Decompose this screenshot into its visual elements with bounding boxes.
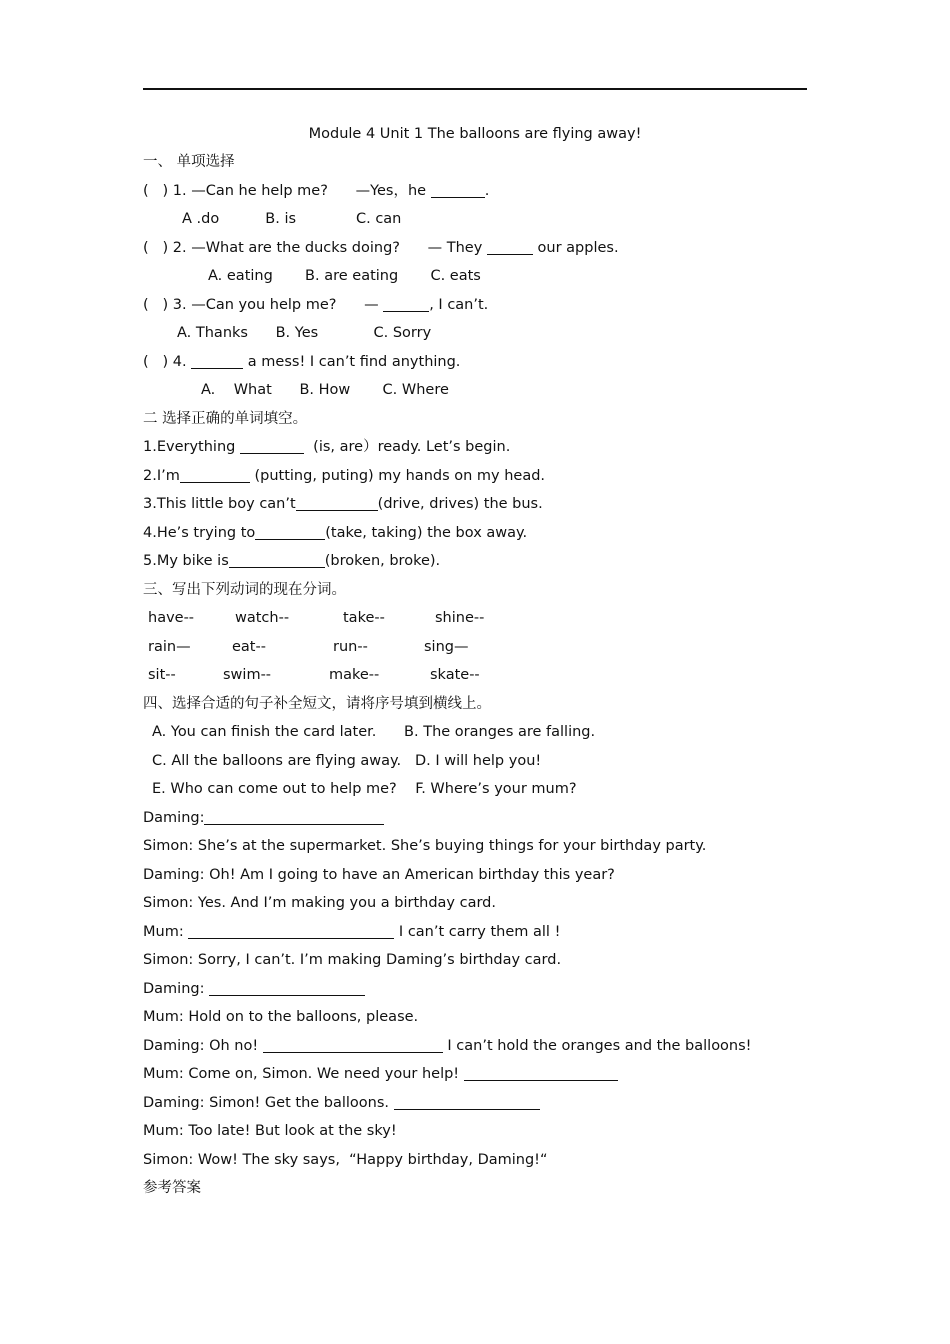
question-2-options: A. eating B. are eating C. eats [208, 268, 481, 284]
fill-item-text: 4.He’s trying to [143, 525, 256, 541]
fill-item-text: 1.Everything [143, 439, 240, 455]
verb-item: rain— [148, 639, 191, 655]
verb-item: run-- [333, 639, 368, 655]
fill-item-text: 3.This little boy can’t [143, 496, 296, 512]
verb-row-1 [143, 605, 743, 631]
question-4 [143, 349, 460, 375]
answer-blank[interactable] [191, 352, 243, 369]
fill-item-text: (putting, puting) my hands on my head. [249, 468, 546, 484]
fill-item-text: 2.I’m [143, 468, 180, 484]
question-3-stem: ( ) 3. —Can you help me? — [143, 297, 384, 313]
header-rule [143, 88, 807, 90]
answer-blank[interactable] [431, 181, 485, 198]
verb-item: skate-- [430, 667, 480, 683]
verb-item: eat-- [232, 639, 266, 655]
answer-blank[interactable] [229, 551, 325, 568]
fill-item-4 [143, 520, 527, 546]
fill-item-2 [143, 463, 545, 489]
section2-heading: 二 选择正确的单词填空。 [143, 411, 308, 427]
dialogue-line: Mum: Too late! But look at the sky! [143, 1123, 397, 1139]
sentence-option: E. Who can come out to help me? F. Where’s your mum? [152, 781, 577, 797]
dialogue-line [143, 1090, 540, 1116]
answer-blank[interactable] [296, 494, 378, 511]
verb-item: swim-- [223, 667, 272, 683]
question-1-end: . [484, 183, 490, 199]
dialogue-text: Daming: Oh no! [143, 1038, 263, 1054]
question-2-end: our apples. [532, 240, 619, 256]
sentence-option: A. You can finish the card later. B. The oranges are falling. [152, 724, 596, 740]
dialogue-line [143, 976, 365, 1002]
dialogue-line: Simon: Wow! The sky says, “Happy birthday, Daming!“ [143, 1152, 548, 1168]
answer-blank[interactable] [255, 523, 325, 540]
dialogue-line: Simon: Yes. And I’m making you a birthday card. [143, 895, 496, 911]
fill-item-5 [143, 548, 440, 574]
verb-item: have-- [148, 610, 195, 626]
section4-heading: 四、选择合适的句子补全短文，请将序号填到横线上。 [143, 696, 491, 712]
dialogue-line: Daming: Oh! Am I going to have an American birthday this year? [143, 867, 615, 883]
fill-item-text: 5.My bike is [143, 553, 229, 569]
question-3-end: , I can’t. [429, 297, 489, 313]
answer-blank[interactable] [383, 295, 429, 312]
fill-item-text: (broken, broke). [324, 553, 441, 569]
answer-blank[interactable] [394, 1093, 540, 1110]
question-1-stem: ( ) 1. —Can he help me? —Yes，he [143, 183, 431, 199]
verb-item: take-- [343, 610, 385, 626]
dialogue-text: Mum: Come on, Simon. We need your help! [143, 1066, 464, 1082]
fill-item-text: (drive, drives) the bus. [377, 496, 543, 512]
dialogue-line [143, 919, 560, 945]
answer-blank[interactable] [180, 466, 250, 483]
verb-row-2 [143, 634, 743, 660]
page-title: Module 4 Unit 1 The balloons are flying away! [308, 126, 642, 142]
answer-blank[interactable] [464, 1064, 618, 1081]
dialogue-line: Mum: Hold on to the balloons, please. [143, 1009, 419, 1025]
fill-item-text: (take, taking) the box away. [325, 525, 528, 541]
dialogue-text: Mum: [143, 924, 189, 940]
section1-heading: 一、 单项选择 [143, 154, 235, 170]
answer-blank[interactable] [487, 238, 533, 255]
question-2 [143, 235, 619, 261]
answer-blank[interactable] [209, 979, 365, 996]
dialogue-line: Simon: She’s at the supermarket. She’s buying things for your birthday party. [143, 838, 707, 854]
answer-blank[interactable] [263, 1036, 443, 1053]
dialogue-line [143, 1061, 618, 1087]
verb-item: sit-- [148, 667, 176, 683]
fill-item-1 [143, 434, 510, 460]
answer-blank[interactable] [240, 437, 304, 454]
question-4-end: a mess! I can’t find anything. [243, 354, 461, 370]
fill-item-text: (is, are）ready. Let’s begin. [303, 439, 511, 455]
answer-blank[interactable] [188, 922, 394, 939]
question-2-stem: ( ) 2. —What are the ducks doing? — They [143, 240, 487, 256]
verb-item: shine-- [435, 610, 485, 626]
dialogue-text: I can’t hold the oranges and the balloons! [442, 1038, 752, 1054]
sentence-option: C. All the balloons are flying away. D. I will help you! [152, 753, 542, 769]
verb-item: make-- [329, 667, 380, 683]
question-1 [143, 178, 489, 204]
question-3 [143, 292, 488, 318]
dialogue-line [143, 1033, 752, 1059]
dialogue-text: Daming: [143, 810, 205, 826]
verb-item: sing— [424, 639, 469, 655]
dialogue-text: Daming: Simon! Get the balloons. [143, 1095, 394, 1111]
dialogue-line [143, 805, 384, 831]
fill-item-3 [143, 491, 543, 517]
section3-heading: 三、写出下列动词的现在分词。 [143, 582, 346, 598]
verb-row-3 [143, 662, 743, 688]
question-1-options: A .do B. is C. can [182, 211, 402, 227]
dialogue-line: Simon: Sorry, I can’t. I’m making Daming’s birthday card. [143, 952, 562, 968]
answers-heading: 参考答案 [143, 1180, 201, 1196]
question-3-options: A. Thanks B. Yes C. Sorry [177, 325, 432, 341]
answer-blank[interactable] [204, 808, 384, 825]
dialogue-text: Daming: [143, 981, 210, 997]
question-4-stem: ( ) 4. [143, 354, 192, 370]
verb-item: watch-- [235, 610, 290, 626]
dialogue-text: I can’t carry them all ! [394, 924, 561, 940]
question-4-options: A. What B. How C. Where [201, 382, 449, 398]
